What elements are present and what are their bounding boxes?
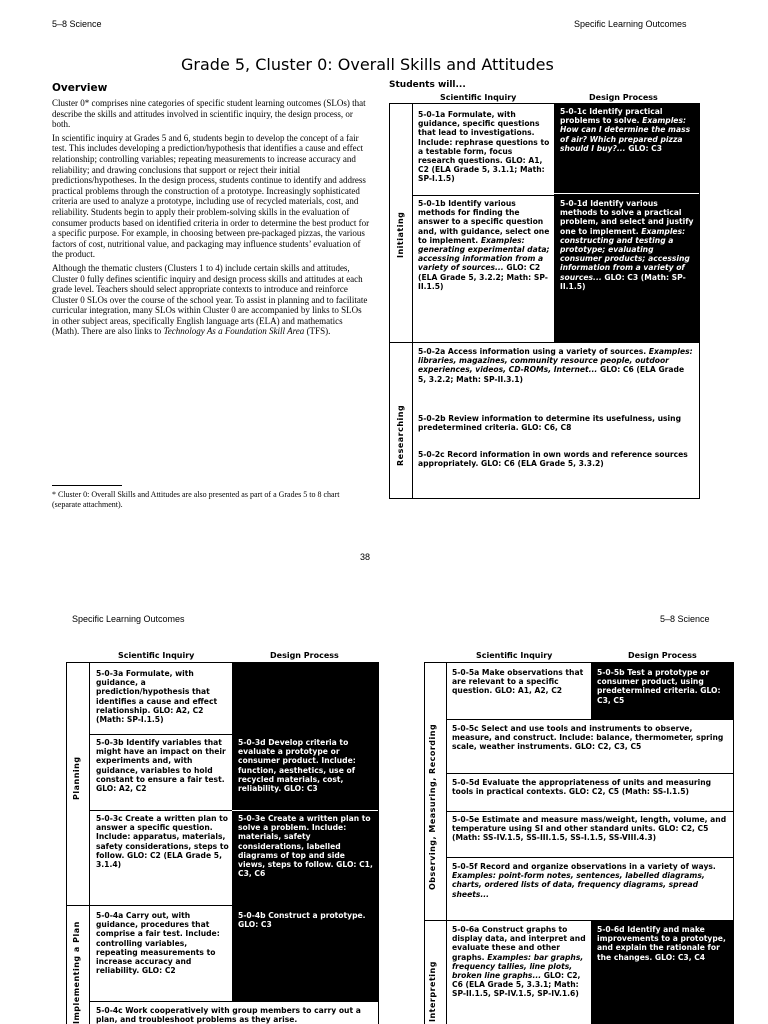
side-label-initiating: Initiating xyxy=(396,211,405,258)
left-side-divider xyxy=(89,662,90,1024)
footnote-rule xyxy=(52,485,122,486)
side-divider xyxy=(412,103,413,499)
outcome-5-0-3c: 5-0-3c Create a written plan to answer a specific question. Include: apparatus, materials, safety considerations, steps to follow. GLO: C2 (ELA Grade 5, 3.1.4) xyxy=(96,814,229,870)
right-row-divider-3 xyxy=(447,811,733,812)
page1-header-left: 5–8 Science xyxy=(52,19,102,29)
left-row-divider-2-dark xyxy=(232,810,378,811)
page-number: 38 xyxy=(360,552,371,562)
outcome-5-0-3e: 5-0-3e Create a written plan to solve a problem. Include: materials, safety considerations, labelled diagrams of top and side views, steps to follow. GLO: C1, C3, C6 xyxy=(238,814,373,879)
overview-heading: Overview xyxy=(52,82,108,94)
page2-header-right: 5–8 Science xyxy=(660,614,710,624)
outcome-5-0-5c: 5-0-5c Select and use tools and instruments to observe, measure, and construct. Include: balance, thermometer, spring scale, weather instruments. GLO: C2, C3, C5 xyxy=(452,724,724,752)
students-will-label: Students will... xyxy=(389,80,466,90)
outcome-5-0-5f: 5-0-5f Record and organize observations in a variety of ways. Examples: point-form notes, sentences, labelled diagrams, charts, ordered lists of data, frequency diagrams, spread sheets... xyxy=(452,862,716,899)
overview-paragraph-3: Although the thematic clusters (Clusters 1 to 4) include certain skills and attitudes, Cluster 0 fully defines scientific inquiry and design process skills and attitudes at each grade level. Teachers should select appropriate contexts to introduce and reinforce Cluster 0 SLOs over the course of the school year. To assist in planning and to facilitate curricular integration, many SLOs within Cluster 0 are accompanied by links to SLOs in other subject areas, specifically English language arts (ELA) and mathematics (Math). There are also links to Technology As a Foundation Skill Area (TFS). xyxy=(52,262,368,337)
col-header-scientific-inquiry: Scientific Inquiry xyxy=(440,93,517,102)
outcome-5-0-3d: 5-0-3d Develop criteria to evaluate a prototype or consumer product. Include: function, aesthetics, use of recycled materials, cost, reliability. GLO: C3 xyxy=(238,738,356,794)
overview-paragraph-1: Cluster 0* comprises nine categories of specific student learning outcomes (SLOs) that describe the skills and attitudes involved in scientific inquiry, the design process, or both. xyxy=(52,98,366,130)
outcome-5-0-3b: 5-0-3b Identify variables that might have an impact on their experiments and, with guidance, variables to hold constant to ensure a fair test. GLO: A2, C2 xyxy=(96,738,226,794)
right-row-divider-1 xyxy=(447,719,733,720)
outcome-5-0-5a: 5-0-5a Make observations that are relevant to a specific question. GLO: A1, A2, C2 xyxy=(452,668,584,696)
left-col-header-design-process: Design Process xyxy=(270,651,339,660)
right-col-header-design-process: Design Process xyxy=(628,651,697,660)
outcome-5-0-6d: 5-0-6d Identify and make improvements to a prototype, and explain the rationale for the changes. GLO: C3, C4 xyxy=(597,925,726,962)
outcome-5-0-2c: 5-0-2c Record information in own words and reference sources appropriately. GLO: C6 (ELA Grade 5, 3.3.2) xyxy=(418,450,688,469)
page2-header-left: Specific Learning Outcomes xyxy=(72,614,185,624)
side-label-interpreting: Interpreting xyxy=(428,961,437,1022)
outcome-5-0-3a: 5-0-3a Formulate, with guidance, a prediction/hypothesis that identifies a cause and effect relationship. GLO: A2, C2 (Math: SP-I.1.5) xyxy=(96,669,218,725)
right-col-header-scientific-inquiry: Scientific Inquiry xyxy=(476,651,553,660)
outcome-5-0-4b: 5-0-4b Construct a prototype. GLO: C3 xyxy=(238,911,366,930)
outcome-5-0-1c: 5-0-1c Identify practical problems to solve. Examples: How can I determine the mass of air? Which prepared pizza should I buy?... GLO: C3 xyxy=(560,107,691,153)
page-title: Grade 5, Cluster 0: Overall Skills and Attitudes xyxy=(181,55,554,74)
side-label-researching: Researching xyxy=(396,404,405,466)
page1-header-right: Specific Learning Outcomes xyxy=(574,19,687,29)
outcome-5-0-1d: 5-0-1d Identify various methods to solve a practical problem, and select and justify one to implement. Examples: constructing and testing a prototype; evaluating consumer products; accessing information from a variety of sources... GLO: C3 (Math: SP-II.1.5) xyxy=(560,199,694,291)
outcome-5-0-5e: 5-0-5e Estimate and measure mass/weight, length, volume, and temperature using SI and other standard units. GLO: C2, C5 (Math: SS-IV.1.5, SS-III.1.5, SS-I.1.5, SS-VIII.4.3) xyxy=(452,815,727,843)
overview-paragraph-2: In scientific inquiry at Grades 5 and 6, students begin to develop the concept of a fair test. This includes developing a prediction/hypothesis that identifies a cause and effect relationship; controlling variables; repeating measurements to increase accuracy and reliability; and drawing conclusions that support or reject their initial predictions/hypotheses. In the design process, students continue to identify and address practical problems through the construction of a prototype. Increasingly sophisticated criteria are used to analyze a prototype, including use of recycled materials, cost, and reliability. Students begin to apply their problem-solving skills in the evaluation of consumer products based on identified criteria in order to determine the best product for a specific purpose. For example, in choosing between pre-packaged pizzas, the various factors of cost, nutritional value, and packaging may influence students’ evaluation of the product. xyxy=(52,132,370,260)
side-label-implementing: Implementing a Plan xyxy=(72,921,81,1024)
outcome-5-0-2b: 5-0-2b Review information to determine its usefulness, using predetermined criteria. GLO: C6, C8 xyxy=(418,414,682,433)
side-label-planning: Planning xyxy=(72,756,81,800)
right-row-divider-4 xyxy=(447,857,733,858)
outcome-5-0-1a: 5-0-1a Formulate, with guidance, specific questions that lead to investigations. Include: rephrase questions to a testable form, focus research questions. GLO: A1, C2 (ELA Grade 5, 3.1.1; Math: SP-I.1.5) xyxy=(418,110,550,184)
outcome-5-0-6a: 5-0-6a Construct graphs to display data, and interpret and evaluate these and other graphs. Examples: bar graphs, frequency tallies, line plots, broken line graphs... GLO: C2, C6 (ELA Grade 5, 3.3.1; Math: SP-II.1.5, SP-IV.1.5, SP-IV.1.6) xyxy=(452,925,586,999)
footnote: * Cluster 0: Overall Skills and Attitudes are also presented as part of a Grades 5 to 8 chart (separate attachment). xyxy=(52,490,340,509)
row-divider xyxy=(413,195,554,196)
overview-text xyxy=(52,98,370,340)
col-header-design-process: Design Process xyxy=(589,93,658,102)
left-row-divider-1 xyxy=(90,734,232,735)
outcome-5-0-1b: 5-0-1b Identify various methods for finding the answer to a specific question and, with guidance, select one to implement. Examples: generating experimental data; accessing information from a variety of sources... GLO: C2 (ELA Grade 5, 3.2.2; Math: SP-II.1.5) xyxy=(418,199,550,291)
outcome-5-0-4a: 5-0-4a Carry out, with guidance, procedures that comprise a fair test. Include: controlling variables, repeating measurements to increase accuracy and reliability. GLO: C2 xyxy=(96,911,220,976)
outcome-5-0-4c: 5-0-4c Work cooperatively with group members to carry out a plan, and troubleshoot problems as they arise. xyxy=(96,1006,361,1024)
right-row-divider-2 xyxy=(447,773,733,774)
row-divider-dark xyxy=(554,193,699,194)
left-col-header-scientific-inquiry: Scientific Inquiry xyxy=(118,651,195,660)
left-row-divider-3 xyxy=(90,1001,378,1002)
side-label-observing: Observing, Measuring, Recording xyxy=(428,723,437,890)
outcome-5-0-5d: 5-0-5d Evaluate the appropriateness of units and measuring tools in practical contexts. GLO: C2, C5 (Math: SS-I.1.5) xyxy=(452,778,712,797)
outcome-5-0-2a: 5-0-2a Access information using a variety of sources. Examples: libraries, magazines, community resource people, outdoor experiences, videos, CD-ROMs, Internet... GLO: C6 (ELA Grade 5, 3.2.2; Math: SP-II.3.1) xyxy=(418,347,693,384)
outcome-5-0-5b: 5-0-5b Test a prototype or consumer product, using predetermined criteria. GLO: C3, C5 xyxy=(597,668,721,705)
right-side-divider xyxy=(446,662,447,1024)
